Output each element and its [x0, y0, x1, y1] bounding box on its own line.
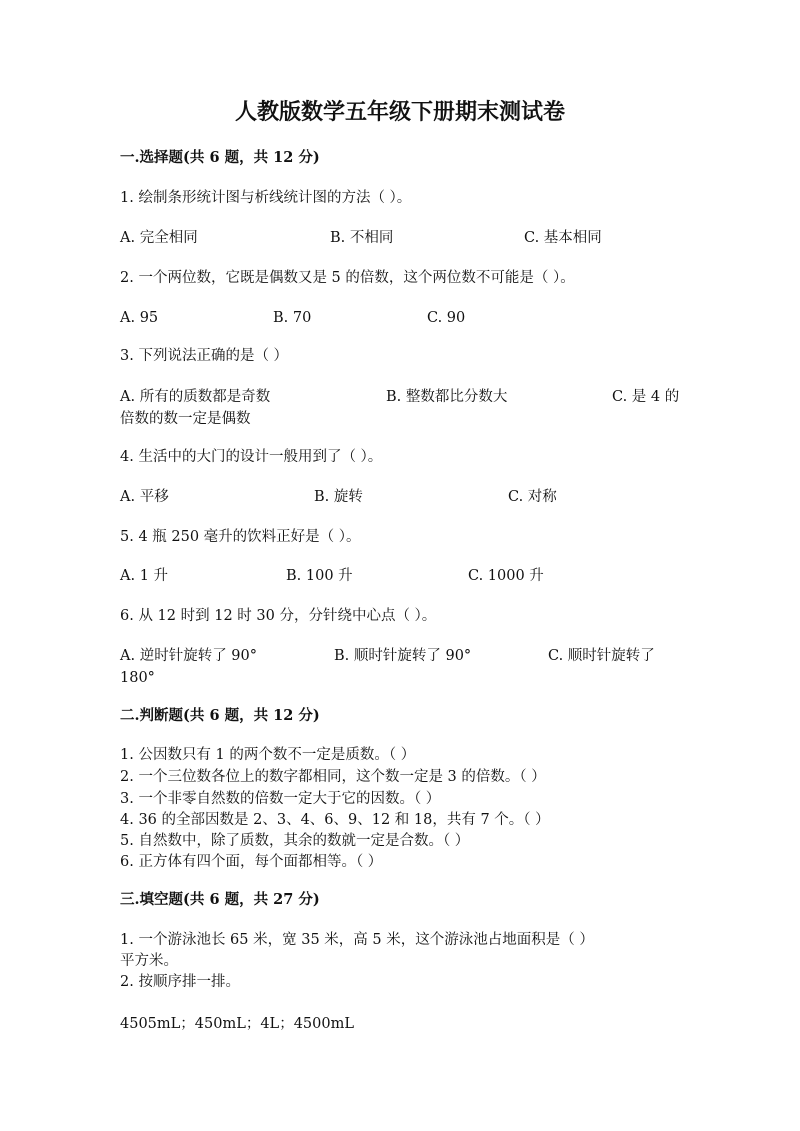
option-b: B. 整数都比分数大 [386, 389, 508, 405]
option-c: C. 基本相同 [524, 230, 602, 246]
option-b: B. 70 [273, 310, 312, 326]
list-item: 5. 自然数中，除了质数，其余的数就一定是合数。（ ） [120, 833, 470, 849]
option-b: B. 顺时针旋转了 90° [334, 648, 472, 664]
list-item: 1. 公因数只有 1 的两个数不一定是质数。（ ） [120, 747, 416, 763]
page-title: 人教版数学五年级下册期末测试卷 [234, 99, 565, 125]
question-text-continuation: 平方米。 [120, 953, 178, 969]
list-item: 3. 一个非零自然数的倍数一定大于它的因数。（ ） [120, 791, 441, 807]
section-heading-judgement: 二.判断题(共 6 题，共 12 分) [120, 707, 320, 724]
option-b: B. 旋转 [314, 489, 363, 505]
option-a: A. 1 升 [120, 568, 169, 584]
option-a: A. 平移 [120, 489, 169, 505]
question-text: 3. 下列说法正确的是（ ） [120, 348, 289, 364]
question-text: 2. 一个两位数，它既是偶数又是 5 的倍数，这个两位数不可能是（ ）。 [120, 270, 575, 286]
option-c: C. 90 [427, 310, 466, 326]
option-b: B. 不相同 [330, 230, 394, 246]
list-item: 2. 一个三位数各位上的数字都相同，这个数一定是 3 的倍数。（ ） [120, 769, 546, 785]
list-item: 6. 正方体有四个面，每个面都相等。（ ） [120, 854, 383, 870]
option-a: A. 所有的质数都是奇数 [120, 389, 271, 405]
section-heading-fill-in: 三.填空题(共 6 题，共 27 分) [120, 891, 320, 908]
option-c-continuation: 倍数的数一定是偶数 [120, 411, 251, 427]
section-heading-choice: 一.选择题(共 6 题，共 12 分) [120, 149, 320, 166]
option-a: A. 95 [120, 310, 159, 326]
question-text: 5. 4 瓶 250 毫升的饮料正好是（ ）。 [120, 529, 361, 545]
option-c: C. 顺时针旋转了 [548, 648, 655, 664]
option-c: C. 是 4 的 [612, 389, 680, 405]
question-text: 2. 按顺序排一排。 [120, 974, 240, 990]
question-text: 1. 一个游泳池长 65 米，宽 35 米，高 5 米，这个游泳池占地面积是（ ） [120, 932, 594, 948]
option-a: A. 逆时针旋转了 90° [120, 648, 257, 664]
question-text: 6. 从 12 时到 12 时 30 分，分针绕中心点（ ）。 [120, 608, 437, 624]
question-text: 1. 绘制条形统计图与析线统计图的方法（ ）。 [120, 190, 412, 206]
option-c: C. 1000 升 [468, 568, 544, 584]
option-a: A. 完全相同 [120, 230, 198, 246]
option-c-continuation: 180° [120, 670, 155, 686]
value-list: 4505mL；450mL；4L；4500mL [120, 1016, 354, 1032]
option-b: B. 100 升 [286, 568, 353, 584]
option-c: C. 对称 [508, 489, 557, 505]
question-text: 4. 生活中的大门的设计一般用到了（ ）。 [120, 449, 383, 465]
list-item: 4. 36 的全部因数是 2、3、4、6、9、12 和 18，共有 7 个。（ ） [120, 812, 550, 828]
